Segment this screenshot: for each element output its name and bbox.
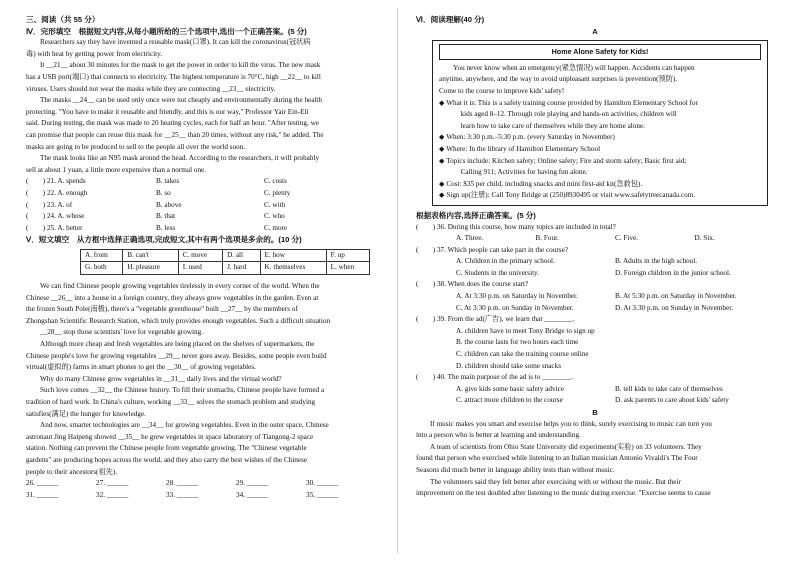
passage-line: the frozen South Pole(南极), there's a "vegetable greenhouse" built __27__ by the members of <box>26 305 298 314</box>
ad-intro-line: anytime, anywhere, and the way to avoid unpleasant surprises is prevention(预防). <box>439 75 678 84</box>
option[interactable]: C. Five. <box>615 234 638 243</box>
word-option: G. both <box>81 262 123 275</box>
option-row <box>416 303 774 315</box>
fill-passage <box>26 281 378 478</box>
option[interactable]: A. Three. <box>456 234 484 243</box>
option[interactable]: ( ) 23. A. of <box>26 200 73 209</box>
passage-line: We can find Chinese people growing vegetables tirelessly in every corner of the world. When the <box>40 282 320 291</box>
option-row <box>416 384 774 396</box>
answer-blank[interactable]: 30. ______ <box>306 479 339 488</box>
passage-line: 毒) with heat by getting power from electricity. <box>26 49 163 58</box>
ad-intro-line: You never know when an emergency(紧急情况) will happen. Accidents can happen <box>453 63 695 72</box>
option[interactable]: B. above <box>156 200 182 209</box>
passage-line: Seasons did much better in language ability tests than without music. <box>416 465 615 474</box>
part6-title: Ⅵ．阅读理解(40 分) <box>416 15 485 24</box>
word-option: F. up <box>326 249 369 262</box>
answer-row <box>26 490 378 502</box>
question-stem: ( ) 37. Which people can take part in the course? <box>416 245 568 254</box>
question-36 <box>416 222 774 245</box>
passage-line: has a USB port(端口) that connects to electricity. The highest temperature is 70°C, high __22__ to kill <box>26 72 321 81</box>
option[interactable]: C. who <box>264 212 285 221</box>
option-row <box>416 268 774 280</box>
ad-item: kids aged 8–12. Through role playing and hands-on activities, children will <box>439 110 677 119</box>
question-38 <box>416 279 774 314</box>
option-row <box>26 211 378 223</box>
section-a-heading: A <box>592 26 598 36</box>
passage-line: sell at about 1 yuan, a little more expensive than a normal one. <box>26 165 207 174</box>
option[interactable]: C. attract more children to the course <box>456 396 563 405</box>
option[interactable]: C. children can take the training course online <box>456 350 589 359</box>
option[interactable]: A. give kids some basic safety advice <box>456 384 564 393</box>
option-row <box>416 233 774 245</box>
word-box <box>80 249 370 275</box>
ad-item: ◆ Where: In the library of Hamilton Elementary School <box>439 144 601 153</box>
question-stem: ( ) 40. The main purpose of the ad is to ________. <box>416 373 573 382</box>
section-title: 三、阅读（共 55 分） <box>26 15 100 24</box>
passage-line: __28__ stop those scientists' love for vegetable growing. <box>40 328 203 337</box>
passage-line: Chinese __26__ into a house in a foreign country, they always grow vegetables in the garden. Even at <box>26 293 319 302</box>
answer-blank[interactable]: 29. ______ <box>236 479 269 488</box>
option[interactable]: B. so <box>156 188 171 197</box>
option[interactable]: ( ) 24. A. whose <box>26 212 85 221</box>
option[interactable]: C. costs <box>264 177 287 186</box>
ad-box <box>432 40 768 206</box>
option[interactable]: D. children should take some snacks <box>456 361 561 370</box>
option[interactable]: D. Six. <box>694 234 715 243</box>
passage-line: The masks __24__ can be used only once were not cheaply and environmentally during the health <box>40 96 323 105</box>
option[interactable]: B. tell kids to take care of themselves <box>615 384 723 393</box>
option[interactable]: A. At 3:30 p.m. on Saturday in November. <box>456 292 578 301</box>
option[interactable]: B. the course lasts for two hours each time <box>456 338 579 347</box>
passage-line: tradition of hard work. In China's culture, working __33__ solves the stomach problem and studying <box>26 398 316 406</box>
option[interactable]: A. Children in the primary school. <box>456 257 555 266</box>
passage-line: protecting. "You have to make it reusable and friendly, and this is our way," Professor Yair Ein-Eli <box>26 107 309 116</box>
passage-line: viruses. Users should not wear the masks while they are connecting __23__ electricity. <box>26 84 276 93</box>
passage-line: Chinese people's love for growing vegetables __29__ never goes away. Besides, some people even build <box>26 351 327 360</box>
option[interactable]: C. Students in the university. <box>456 268 539 277</box>
ad-item: ◆ When: 3:30 p.m.–5:30 p.m. (every Saturday in November) <box>439 133 615 142</box>
cloze-passage <box>26 37 378 176</box>
passage-line: satisfies(满足) the hunger for knowledge. <box>26 409 146 418</box>
passage-line: people to their ancestors(祖先). <box>26 467 118 476</box>
option[interactable]: B. At 5:30 p.m. on Saturday in November. <box>615 292 737 301</box>
question-39 <box>416 314 774 372</box>
passage-line: It __21__ about 30 minutes for the mask to get the power in order to kill the virus. The new mask <box>40 61 321 70</box>
passage-line: If music makes you smart and exercise helps you to think, surely exercising to music can turn you <box>430 419 712 428</box>
ad-intro-line: Come to the course to improve kids' safety! <box>439 86 565 95</box>
option-row <box>26 176 378 188</box>
option-row <box>416 291 774 303</box>
question-37 <box>416 245 774 280</box>
passage-line: virtual(虚拟的) farms in smart phones to get the __30__ of growing vegetables. <box>26 363 256 372</box>
passage-line: gardens" are producing hopes across the world, and they also carry the best wishes of the Chinese <box>26 455 307 464</box>
option[interactable]: D. Foreign children in the junior school. <box>615 268 731 277</box>
option[interactable]: C. At 3:30 p.m. on Sunday in November. <box>456 303 574 312</box>
option[interactable]: B. takes <box>156 177 180 186</box>
ad-item: learn how to take care of themselves while they are home alone. <box>439 121 645 130</box>
option[interactable]: D. At 3:30 p.m. on Sunday in November. <box>615 303 733 312</box>
passage-line: found that person who exercised while listening to an Italian musician Antonio Vivaldi's The Four <box>416 454 698 463</box>
passage-line: Although more cheap and fresh vegetables are being placed on the shelves of supermarkets, the <box>40 340 315 349</box>
left-column <box>26 14 378 501</box>
option[interactable]: D. ask parents to care about kids' safety <box>615 396 729 405</box>
right-column <box>416 14 774 500</box>
word-option: D. all <box>223 249 260 262</box>
word-option: J. hard <box>223 262 260 275</box>
answer-blank[interactable]: 35. ______ <box>306 490 339 499</box>
ad-item: ◆ What it is: This is a safety training course provided by Hamilton Elementary School for <box>439 98 698 107</box>
passage-line: into a person who is better at learning and understanding. <box>416 431 581 440</box>
word-option: I. used <box>178 262 222 275</box>
question-stem: ( ) 36. During this course, how many topics are included in total? <box>416 222 616 231</box>
word-option: C. move <box>178 249 222 262</box>
option[interactable]: C. with <box>264 200 286 209</box>
answer-blank[interactable]: 34. ______ <box>236 490 269 499</box>
question-stem: ( ) 39. From the ad(广告), we learn that ________. <box>416 315 575 324</box>
answer-blank[interactable]: 27. ______ <box>96 479 129 488</box>
word-option: K. themselves <box>260 262 326 275</box>
option[interactable]: B. Adults in the high school. <box>615 257 698 266</box>
option[interactable]: C. more <box>264 223 288 232</box>
question-40 <box>416 372 774 407</box>
passage-line: The mask looks like an N95 mask around the head. According to the researchers, it will probably <box>40 154 320 163</box>
cloze-options <box>26 176 378 234</box>
column-divider <box>397 8 398 553</box>
passage-line: station. Nothing can prevent the Chinese people from vegetable growing. The "Chinese vegetable <box>26 444 307 453</box>
word-option: E. how <box>260 249 326 262</box>
option[interactable]: A. children have to meet Tony Bridge to sign up <box>456 326 595 335</box>
option-row <box>26 188 378 200</box>
option[interactable]: C. plenty <box>264 188 291 197</box>
ad-title: Home Alone Safety for Kids! <box>439 44 761 60</box>
passage-line: Why do many Chinese grow vegetables in __31__ daily lives and the virtual world? <box>40 374 282 383</box>
ad-item: ◆ Cost: $35 per child, including snacks and mini first-aid kit(急救包). <box>439 179 643 188</box>
word-option: A. from <box>81 249 123 262</box>
word-option: B. can't <box>123 249 178 262</box>
option[interactable]: B. Four. <box>535 234 559 243</box>
section-b-heading: B <box>592 408 598 417</box>
word-option: L. when <box>326 262 369 275</box>
ad-item: Calling 911; Activities for having fun alone. <box>439 168 588 177</box>
passage-line: masks are going to be produced to sell to the people all over the world soon. <box>26 142 246 151</box>
option-row <box>26 200 378 212</box>
passage-line: astronaut Jing Haipeng showed __35__ he grew vegetables in space laboratory of Tiangong-2 space <box>26 432 314 441</box>
option-row <box>416 395 774 407</box>
passage-line: Researchers say they have invented a reusable mask(口罩). It can kill the coronavirus(冠状病 <box>40 38 311 47</box>
answer-blank[interactable]: 26. ______ <box>26 479 59 488</box>
option[interactable]: ( ) 21. A. spends <box>26 177 86 186</box>
passage-line: improvement on the test doubled after listening to the music during exercise. "Exercise seems to cause <box>416 489 711 498</box>
instruction: 根据表格内容,选择正确答案。(5 分) <box>416 210 536 220</box>
part5-title: Ⅴ．短文填空 从方框中选择正确选项,完成短文,其中有两个选项是多余的。(10 分) <box>26 235 302 245</box>
word-option: H. pleasure <box>123 262 178 275</box>
option[interactable]: B. less <box>156 223 176 232</box>
passage-line: Such love comes __32__ the Chinese history. To fill their stomachs, Chinese people have formed a <box>40 386 325 395</box>
answer-blank[interactable]: 28. ______ <box>166 479 199 488</box>
answer-blank[interactable]: 31. ______ <box>26 490 59 499</box>
passage-line: And now, smarter technologies are __34__ for growing vegetables. Even in the outer space, Chinese <box>40 421 329 430</box>
option[interactable]: ( ) 25. A. better <box>26 223 83 232</box>
option-row <box>416 256 774 268</box>
option[interactable]: ( ) 22. A. enough <box>26 188 88 197</box>
passage-line: The volunteers said they felt better after exercising with or without the music. But their <box>430 477 681 486</box>
passage-line: A team of scientists from Ohio State University did experiments(实验) on 33 volunteers. They <box>430 442 702 451</box>
option-row <box>26 223 378 235</box>
option[interactable]: B. that <box>156 212 176 221</box>
part4-title: Ⅳ．完形填空 根据短文内容,从每小题所给的三个选项中,选出一个正确答案。(5 分) <box>26 26 307 36</box>
answer-row <box>26 478 378 490</box>
passage-line: can promise that people can reuse this mask for __25__ than 20 times, without any risk," he added. The <box>26 130 324 139</box>
question-stem: ( ) 38. When does the course start? <box>416 280 529 289</box>
answer-blank[interactable]: 33. ______ <box>166 490 199 499</box>
ad-item: ◆ Topics include: Kitchen safety; Online safety; Fire and storm safety; Basic first aid; <box>439 156 687 165</box>
ad-item: ◆ Sign up(注册): Call Tony Bridge at (250)8930495 or visit www.safetytreecanada.com. <box>439 191 696 200</box>
answer-blank[interactable]: 32. ______ <box>96 490 129 499</box>
passage-line: said. During testing, the mask was made to 20 heating cycles, each for half an hour. "After testing, we <box>26 119 319 128</box>
passage-line: Zhongshan Scientific Research Station, which truly provides enough vegetables. Such a difficult situation <box>26 316 331 325</box>
